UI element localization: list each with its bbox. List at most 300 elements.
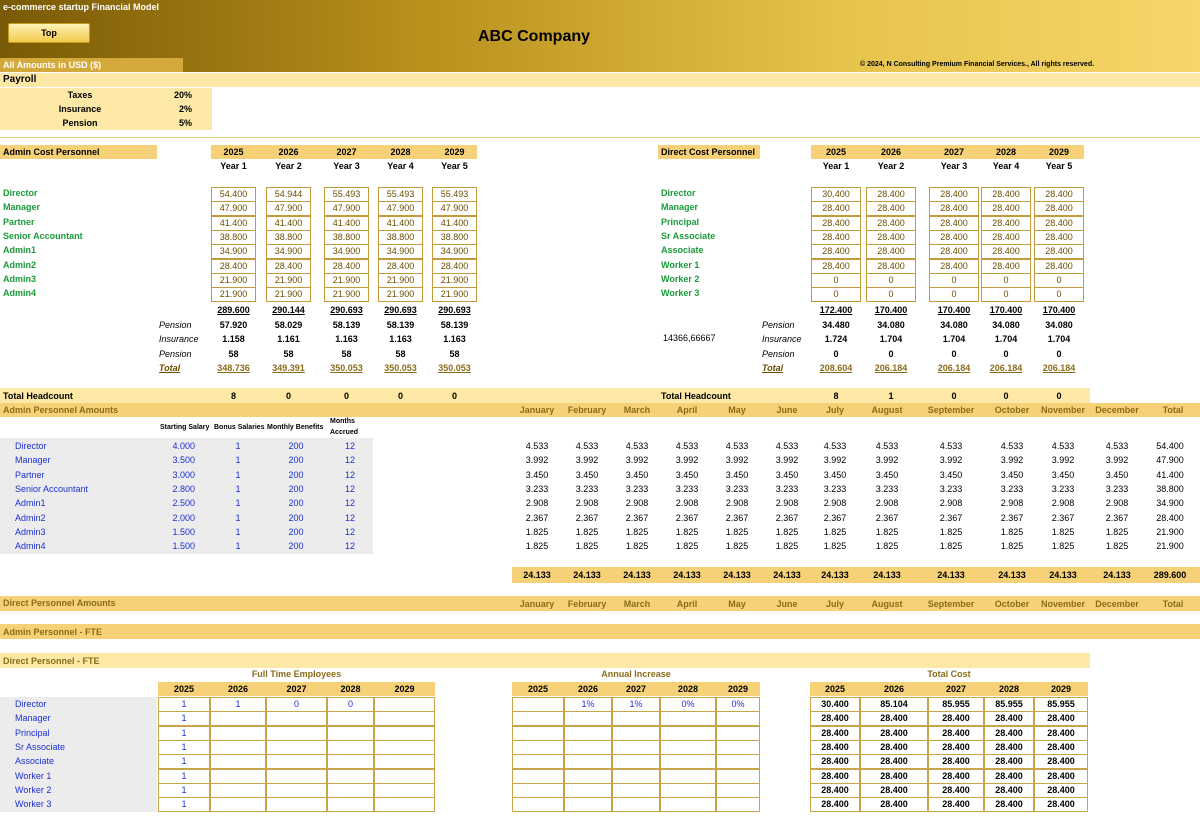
cost-year: 2029 [1050, 684, 1072, 694]
increase-cell[interactable] [660, 783, 716, 798]
monthly-amount: 2.367 [939, 512, 963, 523]
direct-cost-cell[interactable]: 28.400 [866, 201, 916, 216]
admin-cost-cell[interactable]: 55.493 [324, 187, 369, 202]
fte-cell[interactable] [327, 769, 374, 784]
direct-cost-cell[interactable]: 28.400 [981, 230, 1031, 245]
bonus-value[interactable]: 1 [235, 512, 241, 523]
admin-cost-cell[interactable]: 21.900 [211, 287, 256, 302]
direct-cost-cell[interactable]: 28.400 [929, 230, 979, 245]
row-total: 41.400 [1156, 469, 1184, 480]
direct-cost-cell[interactable]: 0 [1034, 287, 1084, 302]
cost-cell: 28.400 [1034, 754, 1088, 769]
increase-cell[interactable] [564, 740, 612, 755]
cost-cell: 28.400 [1034, 726, 1088, 741]
monthly-amount: 3.233 [675, 483, 699, 494]
monthly-amount: 3.992 [725, 455, 749, 466]
benefits-value[interactable]: 200 [288, 498, 304, 509]
bonus-value[interactable]: 1 [235, 441, 241, 451]
increase-cell[interactable] [564, 726, 612, 741]
fte-cell[interactable] [327, 711, 374, 726]
direct-cost-cell[interactable]: 0 [1034, 273, 1084, 288]
monthly-amount: 4.533 [939, 441, 963, 451]
fte-cell[interactable] [266, 754, 327, 769]
fte-cell[interactable] [266, 783, 327, 798]
direct-cost-year: 2029 [1048, 147, 1070, 157]
fte-cell[interactable] [210, 726, 266, 741]
direct-cost-cell[interactable]: 28.400 [811, 259, 861, 274]
increase-cell[interactable] [564, 769, 612, 784]
row-divider [0, 137, 1200, 138]
monthly-amount: 1.825 [625, 541, 649, 552]
fte-cell[interactable] [266, 711, 327, 726]
payroll-bar [0, 73, 1200, 87]
fte-cell[interactable]: 1 [158, 711, 210, 726]
fte-cell[interactable] [266, 769, 327, 784]
monthly-amount: 2.367 [1000, 512, 1024, 523]
increase-cell[interactable] [612, 711, 660, 726]
starting-salary-value[interactable]: 1.500 [172, 526, 195, 537]
bonus-value[interactable]: 1 [235, 483, 241, 494]
fte-year: 2028 [340, 684, 361, 694]
fte-cell[interactable] [210, 754, 266, 769]
admin-cost-row-name: Admin4 [3, 288, 37, 299]
fte-cell[interactable]: 1 [158, 769, 210, 784]
monthly-amount: 1.825 [1000, 526, 1024, 537]
cost-cell: 28.400 [1034, 711, 1088, 726]
increase-cell[interactable] [564, 797, 612, 812]
admin-amounts-name: Admin4 [15, 541, 46, 552]
fte-cell[interactable]: 1 [158, 726, 210, 741]
fte-cell[interactable] [374, 740, 435, 755]
increase-cell[interactable] [612, 754, 660, 769]
direct-cost-cell[interactable]: 28.400 [929, 201, 979, 216]
increase-cell[interactable] [716, 726, 760, 741]
increase-cell[interactable] [716, 754, 760, 769]
fte-cell[interactable]: 1 [158, 797, 210, 812]
admin-cost-subtotal: 290.144 [272, 305, 305, 315]
bonus-value[interactable]: 1 [235, 455, 241, 466]
direct-cost-cell[interactable]: 28.400 [981, 244, 1031, 259]
admin-fte-bar [0, 624, 1200, 639]
cost-cell: 28.400 [984, 797, 1034, 812]
cost-cell: 28.400 [810, 711, 860, 726]
increase-cell[interactable] [660, 754, 716, 769]
monthly-amount: 2.908 [1051, 498, 1075, 509]
month-total: 24.133 [998, 570, 1026, 580]
fte-cell[interactable]: 1 [158, 783, 210, 798]
direct-cost-subtotal: 170.400 [937, 305, 971, 315]
starting-salary-value[interactable]: 4.000 [172, 441, 195, 451]
direct-cost-year-label: Year 5 [1045, 161, 1073, 171]
admin-cost-cell[interactable]: 21.900 [378, 273, 423, 288]
cost-cell: 28.400 [860, 711, 928, 726]
months-value[interactable]: 12 [344, 455, 355, 466]
admin-cost-cell[interactable]: 21.900 [432, 273, 477, 288]
admin-cost-year: 2025 [223, 147, 244, 157]
direct-cost-cell[interactable]: 28.400 [981, 201, 1031, 216]
months-value[interactable]: 12 [344, 526, 355, 537]
cost-cell: 28.400 [860, 797, 928, 812]
direct-cost-cell[interactable]: 28.400 [1034, 244, 1084, 259]
direct-cost-year: 2028 [995, 147, 1017, 157]
fte-row-name: Manager [15, 713, 51, 724]
benefits-value[interactable]: 200 [288, 469, 304, 480]
fte-cell[interactable] [374, 797, 435, 812]
starting-salary-value[interactable]: 2.800 [172, 483, 195, 494]
cost-cell: 28.400 [810, 797, 860, 812]
fte-cell[interactable] [210, 769, 266, 784]
increase-cell[interactable] [660, 769, 716, 784]
direct-cost-cell[interactable]: 28.400 [811, 216, 861, 231]
direct-cost-cell[interactable]: 28.400 [1034, 230, 1084, 245]
fte-cell[interactable] [266, 740, 327, 755]
admin-amounts-month: September [927, 405, 975, 415]
admin-cost-cell[interactable]: 41.400 [211, 216, 256, 231]
monthly-amount: 1.825 [725, 541, 749, 552]
admin-cost-extra-value: 1.158 [222, 334, 245, 345]
fte-cell[interactable]: 1 [158, 740, 210, 755]
admin-cost-extra-value: 57.920 [219, 320, 248, 330]
benefits-value[interactable]: 200 [288, 541, 304, 552]
increase-cell[interactable] [660, 740, 716, 755]
fte-cell[interactable] [210, 797, 266, 812]
months-value[interactable]: 12 [344, 483, 355, 494]
fte-cell[interactable]: 1 [158, 697, 210, 712]
starting-salary-value[interactable]: 3.500 [172, 455, 195, 466]
top-button[interactable]: Top [8, 23, 90, 43]
admin-cost-cell[interactable]: 47.900 [211, 201, 256, 216]
admin-cost-cell[interactable]: 21.900 [211, 273, 256, 288]
increase-cell[interactable]: 0% [716, 697, 760, 712]
admin-cost-cell[interactable]: 47.900 [324, 201, 369, 216]
fte-cell[interactable] [210, 740, 266, 755]
direct-cost-extra-value: 208.604 [819, 362, 853, 373]
cost-cell: 28.400 [928, 769, 984, 784]
fte-cell[interactable] [210, 783, 266, 798]
month-total: 24.133 [523, 570, 551, 580]
increase-cell[interactable] [512, 754, 564, 769]
currency-label: All Amounts in USD ($) [0, 58, 183, 72]
fte-row-name: Director [15, 699, 47, 709]
increase-cell[interactable] [716, 711, 760, 726]
cost-year: 2027 [945, 684, 967, 694]
admin-amounts-month: July [825, 405, 844, 415]
months-value[interactable]: 12 [344, 441, 355, 451]
admin-cost-cell[interactable]: 21.900 [432, 287, 477, 302]
admin-cost-cell[interactable]: 47.900 [432, 201, 477, 216]
direct-cost-extra-value: 0 [1003, 348, 1009, 359]
increase-cell[interactable]: 0% [660, 697, 716, 712]
fte-cell[interactable] [374, 726, 435, 741]
direct-amounts-month: December [1095, 599, 1139, 609]
increase-cell[interactable] [512, 769, 564, 784]
direct-cost-title: Direct Cost Personnel [661, 147, 756, 157]
month-total: 24.133 [1049, 570, 1077, 580]
monthly-amount: 4.533 [1105, 441, 1129, 451]
fte-cell[interactable] [266, 726, 327, 741]
direct-cost-cell[interactable]: 28.400 [866, 259, 916, 274]
fte-cell[interactable] [266, 797, 327, 812]
bonus-value[interactable]: 1 [235, 469, 241, 480]
increase-cell[interactable] [512, 740, 564, 755]
monthly-amount: 1.825 [875, 526, 899, 537]
increase-cell[interactable] [564, 783, 612, 798]
direct-cost-cell[interactable]: 0 [866, 273, 916, 288]
direct-cost-cell[interactable]: 28.400 [981, 216, 1031, 231]
fte-cell[interactable] [327, 754, 374, 769]
direct-cost-cell[interactable]: 0 [929, 273, 979, 288]
cost-cell: 28.400 [1034, 740, 1088, 755]
direct-cost-cell[interactable]: 28.400 [929, 259, 979, 274]
fte-cell[interactable]: 1 [158, 754, 210, 769]
monthly-amount: 1.825 [823, 526, 847, 537]
increase-cell[interactable] [512, 711, 564, 726]
fte-cell[interactable] [327, 740, 374, 755]
direct-cost-cell[interactable]: 28.400 [866, 244, 916, 259]
fte-cell[interactable] [374, 711, 435, 726]
bonus-value[interactable]: 1 [235, 526, 241, 537]
direct-cost-cell[interactable]: 28.400 [929, 216, 979, 231]
increase-cell[interactable] [716, 740, 760, 755]
fte-cell[interactable] [374, 754, 435, 769]
admin-cost-year-label: Year 5 [441, 161, 468, 171]
admin-cost-extra-value: 350.053 [330, 362, 363, 373]
admin-cost-cell[interactable]: 47.900 [266, 201, 311, 216]
admin-cost-subtotal: 290.693 [384, 305, 417, 315]
direct-cost-cell[interactable]: 0 [929, 287, 979, 302]
admin-cost-cell[interactable]: 55.493 [432, 187, 477, 202]
increase-cell[interactable]: 1% [564, 697, 612, 712]
admin-cost-cell[interactable]: 34.900 [324, 244, 369, 259]
direct-cost-cell[interactable]: 28.400 [981, 259, 1031, 274]
direct-cost-cell[interactable]: 0 [981, 273, 1031, 288]
admin-amounts-month: February [567, 405, 607, 415]
direct-cost-cell[interactable]: 28.400 [929, 244, 979, 259]
direct-cost-year: 2027 [943, 147, 965, 157]
direct-cost-extra-label: Insurance [762, 334, 802, 345]
monthly-amount: 2.908 [1105, 498, 1129, 509]
benefits-value[interactable]: 200 [288, 441, 304, 451]
admin-cost-cell[interactable]: 38.800 [324, 230, 369, 245]
admin-cost-cell[interactable]: 55.493 [378, 187, 423, 202]
increase-cell[interactable] [612, 783, 660, 798]
monthly-amount: 3.992 [1000, 455, 1024, 466]
admin-cost-extra-value: 350.053 [384, 362, 417, 373]
direct-cost-cell[interactable]: 28.400 [1034, 187, 1084, 202]
direct-cost-cell[interactable]: 0 [811, 287, 861, 302]
monthly-amount: 3.450 [823, 469, 847, 480]
direct-cost-cell[interactable]: 0 [866, 287, 916, 302]
admin-cost-cell[interactable]: 21.900 [324, 287, 369, 302]
admin-cost-cell[interactable]: 54.944 [266, 187, 311, 202]
direct-cost-cell[interactable]: 28.400 [1034, 216, 1084, 231]
increase-cell[interactable] [716, 783, 760, 798]
months-value[interactable]: 12 [344, 512, 355, 523]
direct-amounts-month: November [1040, 599, 1085, 609]
admin-amounts-month: March [623, 405, 651, 415]
admin-amounts-month: November [1040, 405, 1085, 415]
increase-cell[interactable] [660, 726, 716, 741]
increase-cell[interactable] [612, 769, 660, 784]
monthly-amount: 2.908 [725, 498, 749, 509]
monthly-amount: 4.533 [775, 441, 799, 451]
increase-cell[interactable] [564, 711, 612, 726]
cost-subtitle: Total Cost [927, 669, 971, 679]
admin-cost-cell[interactable]: 41.400 [432, 216, 477, 231]
month-total: 24.133 [937, 570, 965, 580]
direct-cost-extra-value: 0 [888, 348, 894, 359]
increase-cell[interactable] [660, 797, 716, 812]
payroll-rate-label: Taxes [67, 90, 93, 100]
direct-cost-cell[interactable]: 28.400 [811, 244, 861, 259]
direct-cost-cell[interactable]: 28.400 [929, 187, 979, 202]
increase-cell[interactable] [716, 769, 760, 784]
admin-cost-cell[interactable]: 38.800 [211, 230, 256, 245]
fte-cell[interactable]: 0 [266, 697, 327, 712]
admin-cost-cell[interactable]: 21.900 [266, 287, 311, 302]
increase-cell[interactable] [564, 754, 612, 769]
fte-cell[interactable] [374, 783, 435, 798]
admin-cost-cell[interactable]: 38.800 [432, 230, 477, 245]
months-value[interactable]: 12 [344, 498, 355, 509]
admin-cost-cell[interactable]: 34.900 [378, 244, 423, 259]
direct-cost-cell[interactable]: 28.400 [981, 187, 1031, 202]
admin-cost-cell[interactable]: 28.400 [266, 259, 311, 274]
fte-cell[interactable] [374, 769, 435, 784]
admin-cost-cell[interactable]: 28.400 [432, 259, 477, 274]
admin-cost-cell[interactable]: 21.900 [324, 273, 369, 288]
row-total: 21.900 [1156, 541, 1184, 552]
admin-cost-cell[interactable]: 28.400 [211, 259, 256, 274]
fte-cell[interactable]: 0 [327, 697, 374, 712]
fte-year: 2026 [227, 684, 249, 694]
benefits-value[interactable]: 200 [288, 455, 304, 466]
months-value[interactable]: 12 [344, 541, 355, 552]
admin-cost-year: 2029 [444, 147, 465, 157]
increase-cell[interactable] [612, 726, 660, 741]
bonus-value[interactable]: 1 [235, 541, 241, 552]
increase-cell[interactable] [660, 711, 716, 726]
fte-cell[interactable] [327, 783, 374, 798]
cost-cell: 28.400 [928, 740, 984, 755]
monthly-amount: 1.825 [625, 526, 649, 537]
benefits-value[interactable]: 200 [288, 526, 304, 537]
admin-cost-extra-value: 58 [449, 348, 460, 359]
increase-cell[interactable] [612, 797, 660, 812]
admin-cost-cell[interactable]: 41.400 [324, 216, 369, 231]
starting-salary-value[interactable]: 2.000 [172, 512, 195, 523]
direct-cost-cell[interactable]: 28.400 [866, 230, 916, 245]
admin-cost-extra-value: 58 [228, 348, 239, 359]
admin-cost-extra-value: 58.139 [386, 320, 415, 330]
fte-row-name: Worker 1 [15, 770, 52, 781]
increase-cell[interactable] [512, 797, 564, 812]
fte-row-name: Associate [15, 756, 55, 767]
direct-cost-extra-value: 206.184 [989, 362, 1023, 373]
admin-cost-cell[interactable]: 34.900 [211, 244, 256, 259]
row-total: 21.900 [1156, 526, 1184, 537]
direct-headcount-value: 0 [1003, 391, 1009, 401]
admin-cost-cell[interactable]: 28.400 [378, 259, 423, 274]
fte-cell[interactable] [374, 697, 435, 712]
starting-salary-value[interactable]: 3.000 [172, 469, 195, 480]
direct-amounts-month: July [825, 599, 844, 609]
fte-cell[interactable] [210, 711, 266, 726]
increase-cell[interactable] [512, 697, 564, 712]
direct-cost-extra-label: Pension [762, 320, 795, 330]
direct-cost-row-name: Director [661, 188, 696, 198]
direct-cost-cell[interactable]: 0 [811, 273, 861, 288]
increase-cell[interactable] [612, 740, 660, 755]
direct-fte-title: Direct Personnel - FTE [3, 656, 100, 666]
admin-cost-row-name: Admin1 [3, 245, 37, 256]
direct-headcount-value: 0 [1056, 391, 1062, 401]
admin-cost-cell[interactable]: 34.900 [266, 244, 311, 259]
admin-cost-cell[interactable]: 28.400 [324, 259, 369, 274]
direct-amounts-month: September [927, 599, 975, 609]
admin-cost-cell[interactable]: 38.800 [266, 230, 311, 245]
increase-year: 2029 [727, 684, 749, 694]
fte-cell[interactable] [327, 797, 374, 812]
increase-cell[interactable] [716, 797, 760, 812]
monthly-amount: 2.367 [1051, 512, 1075, 523]
admin-cost-cell[interactable]: 21.900 [378, 287, 423, 302]
direct-cost-cell[interactable]: 0 [981, 287, 1031, 302]
benefits-value[interactable]: 200 [288, 512, 304, 523]
fte-cell[interactable]: 1 [210, 697, 266, 712]
bonus-value[interactable]: 1 [235, 498, 241, 509]
direct-cost-cell[interactable]: 28.400 [1034, 201, 1084, 216]
monthly-amount: 3.233 [1051, 483, 1075, 494]
col-header-months: Months [330, 418, 355, 425]
direct-cost-cell[interactable]: 28.400 [866, 216, 916, 231]
fte-row-name: Sr Associate [15, 741, 66, 752]
direct-cost-cell[interactable]: 28.400 [811, 201, 861, 216]
admin-cost-cell[interactable]: 54.400 [211, 187, 256, 202]
fte-cell[interactable] [327, 726, 374, 741]
direct-cost-cell[interactable]: 30.400 [811, 187, 861, 202]
increase-cell[interactable] [512, 783, 564, 798]
direct-cost-extra-value: 1.704 [942, 334, 966, 345]
payroll-title: Payroll [3, 74, 37, 85]
admin-cost-cell[interactable]: 41.400 [378, 216, 423, 231]
benefits-value[interactable]: 200 [288, 483, 304, 494]
months-value[interactable]: 12 [344, 469, 355, 480]
admin-cost-cell[interactable]: 41.400 [266, 216, 311, 231]
admin-cost-row-name: Director [3, 188, 38, 198]
admin-cost-title: Admin Cost Personnel [3, 147, 100, 157]
cost-cell: 85.104 [860, 697, 928, 712]
increase-cell[interactable]: 1% [612, 697, 660, 712]
admin-cost-row-name: Senior Accountant [3, 230, 83, 241]
starting-salary-value[interactable]: 2.500 [172, 498, 195, 509]
admin-headcount-value: 8 [230, 391, 236, 401]
direct-cost-side-note: 14366,66667 [663, 333, 716, 343]
direct-cost-cell[interactable]: 28.400 [1034, 259, 1084, 274]
direct-cost-cell[interactable]: 28.400 [866, 187, 916, 202]
admin-cost-cell[interactable]: 34.900 [432, 244, 477, 259]
increase-cell[interactable] [512, 726, 564, 741]
starting-salary-value[interactable]: 1.500 [172, 541, 195, 552]
direct-cost-extra-value: 1.704 [994, 334, 1018, 345]
cost-cell: 28.400 [1034, 797, 1088, 812]
admin-cost-cell[interactable]: 47.900 [378, 201, 423, 216]
cost-cell: 28.400 [984, 726, 1034, 741]
admin-cost-cell[interactable]: 21.900 [266, 273, 311, 288]
admin-cost-extra-value: 58.139 [440, 320, 469, 330]
admin-cost-cell[interactable]: 38.800 [378, 230, 423, 245]
direct-cost-cell[interactable]: 28.400 [811, 230, 861, 245]
